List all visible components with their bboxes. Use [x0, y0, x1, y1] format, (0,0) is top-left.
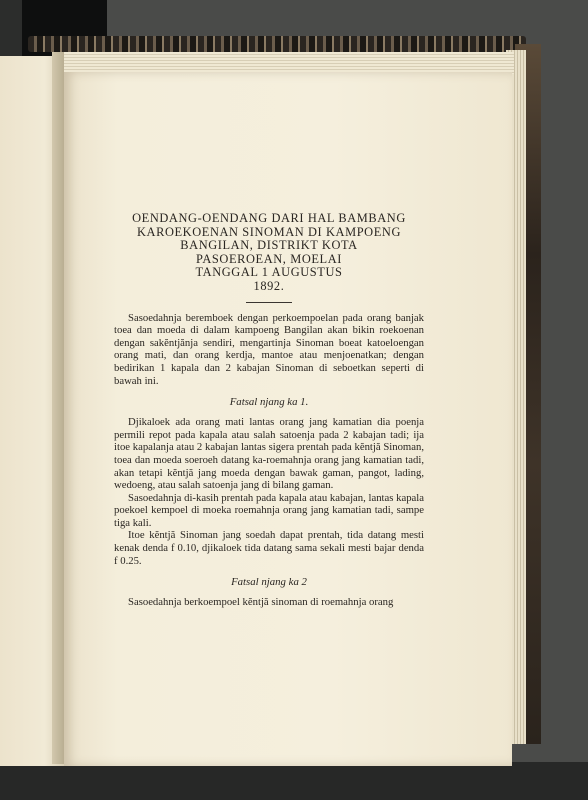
heading-line: KAROEKOENAN SINOMAN DI KAMPOENG [137, 224, 401, 239]
section-1-paragraph: Sasoedahnja di-kasih prentah pada kapala atau kabajan, lantas kapala poekoel kempoel di moeka roemahnja orang jang kamatian tadi, sampe tiga kali. [114, 491, 424, 529]
heading-divider [246, 302, 292, 303]
section-2-first-line: Sasoedahnja berkoempoel kĕntjă sinoman di roemahnja orang [128, 596, 394, 609]
heading-line: TANGGAL 1 AUGUSTUS [195, 265, 343, 280]
section-2-title: Fatsal njang ka 2 [231, 576, 307, 589]
document-heading [114, 212, 424, 294]
left-page-gutter [52, 52, 64, 764]
section-1-title: Fatsal njang ka 1. [229, 396, 309, 409]
page-text [114, 212, 424, 609]
heading-line: BANGILAN, DISTRIKT KOTA [180, 238, 358, 253]
intro-paragraph: Sasoedahnja beremboek dengan perkoempoelan pada orang banjak toea dan moeda di dalam kampoeng Bangilan akan bikin roekoenan dengan sakĕntjănja sendiri, mengartinja Sinoman boeat katoeloengan orang mati, dan orang kerdja, mantoe atau menjoenatkan; dengan bedirikan 1 kapala dan 2 kabajan Sinoman di seboetkan seperti di bawah ini. [114, 311, 424, 387]
section-1-paragraph: Itoe kĕntjă Sinoman jang soedah dapat prentah, tida datang mesti kenak denda f 0.10, djikaloek tida datang sama sekali mesti bajar denda f 0.25. [114, 529, 424, 567]
heading-line: OENDANG-OENDANG DARI HAL BAMBANG [132, 211, 406, 225]
bottom-shelf [0, 762, 588, 800]
heading-line: 1892. [253, 278, 285, 293]
section-1-paragraph: Djikaloek ada orang mati lantas orang jang kamatian dia poenja permili repot pada kapala atau salah satoenja pada 2 kabajan tadi; ija itoe kapalanja atau 2 kabajan lantas sigera prentah pada kĕntjă Sinoman, toea dan moeda soeroeh datang ka-roemahnja orang jang kamatian tadi, akan tetapi kĕntjă jang moeda dengan bawak gaman, pangot, lading, wedoeng, atau salah satoenja jang di bilang gaman. [114, 416, 424, 492]
marbled-cover-edge [28, 36, 526, 52]
heading-line: PASOEROEAN, MOELAI [196, 251, 342, 266]
page-top-edge [64, 52, 514, 74]
